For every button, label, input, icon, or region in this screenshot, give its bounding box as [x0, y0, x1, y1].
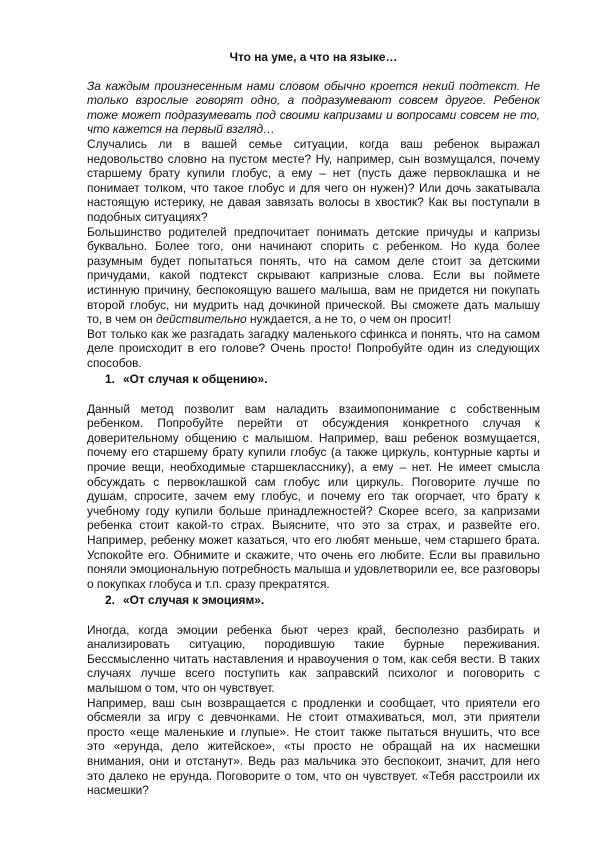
paragraph-5: Иногда, когда эмоции ребенка бьют через край, бесполезно разбирать и анализировать ситуацию, породившую такие бурные переживания. Бессмысленно читать наставления и нравоучения о том, как себя вести. В таких случаях лучше всего поступить как заправский психолог и поговорить с малышом о том, что он чувствует. [87, 622, 540, 695]
paragraph-2-text: Большинство родителей предпочитает понимать детские причуды и капризы буквально. Более того, они начинают спорить с ребенком. Но куда более разумным будет попытаться понять, что на самом деле стоит за детскими причудами, какой подтекст скрывают капризные слова. Если вы поймете истинную причину, беспокоящую вашего малыша, вам не придется ни покупать второй глобус, ни мудрить над дочкиной прической. Вы сможете дать малышу то, в чем он [87, 224, 540, 327]
spacer [87, 387, 540, 402]
paragraph-6: Например, ваш сын возвращается с продленки и сообщает, что приятели его обсмеяли за игру с девчонками. Не стоит отмахиваться, мол, эти приятели просто «еще маленькие и глупые». Не стоит также пытаться внушить, что все это «ерунда, дело житейское», «ты просто не обращай на их насмешки внимания, они и отстанут». Ведь раз мальчика это беспокоит, значит, для него это далеко не ерунда. Поговорите о том, что он чувствует. «Тебя расстроили их насмешки? [87, 695, 540, 798]
spacer [87, 608, 540, 623]
page-title: Что на уме, а что на языке… [229, 50, 398, 64]
section-heading-2 [87, 593, 540, 608]
paragraph-2-end: нуждается, а не то, о чем он просит! [246, 312, 452, 327]
section-number-1: 1. [105, 372, 115, 387]
section-heading-2-text: «От случая к эмоциям». [123, 593, 265, 608]
document-page [87, 50, 540, 798]
intro-paragraph: За каждым произнесенным нами словом обычно кроется некий подтекст. Не только взрослые говорят одно, а подразумевают совсем другое. Ребенок тоже может подразумевать под своими капризами и вопросами совсем не то, что кажется на первый взгляд… [87, 78, 540, 137]
section-heading-1 [87, 372, 540, 387]
paragraph-2-emphasis: действительно [155, 312, 247, 327]
section-heading-1-text: «От случая к общению». [123, 372, 268, 387]
section-number-2: 2. [105, 593, 115, 608]
paragraph-3: Вот только как же разгадать загадку маленького сфинкса и понять, что на самом деле происходит в его голове? Очень просто! Попробуйте один из следующих способов. [87, 326, 540, 370]
paragraph-4: Данный метод позволит вам наладить взаимопонимание с собственным ребенком. Попробуйте перейти от обсуждения конкретного случая к доверительному общению с малышом. Например, ваш ребенок возмущается, почему его старшему брату купили глобус (а также циркуль, контурные карты и прочие вещи, необходимые старшекласснику), а ему – нет. Не имеет смысла обсуждать с первоклашкой сам глобус или циркуль. Поговорите лучше по душам, спросите, зачем ему глобус, и почему его так огорчает, что брату к учебному году купили больше принадлежностей? Скорее всего, за капризами ребенка стоит какой-то страх. Выясните, что это за страх, и развейте его. Например, ребенку может казаться, что его любят меньше, чем старшего брата. Успокойте его. Обнимите и скажите, что очень его любите. Если вы правильно поняли эмоциональную потребность малыша и удовлетворили ее, все разговоры о покупках глобуса и т.п. сразу прекратятся. [87, 401, 540, 591]
paragraph-2 [87, 225, 540, 327]
paragraph-1: Случались ли в вашей семье ситуации, когда ваш ребенок выражал недовольство словно на пустом месте? Ну, например, сын возмущался, почему старшему брату купили глобус, а ему – нет (пусть даже первоклашка и не понимает толком, что такое глобус и для чего он нужен)? Или дочь закатывала настоящую истерику, не давая завязать волосы в хвостик? Как вы поступали в подобных ситуациях? [87, 136, 540, 224]
